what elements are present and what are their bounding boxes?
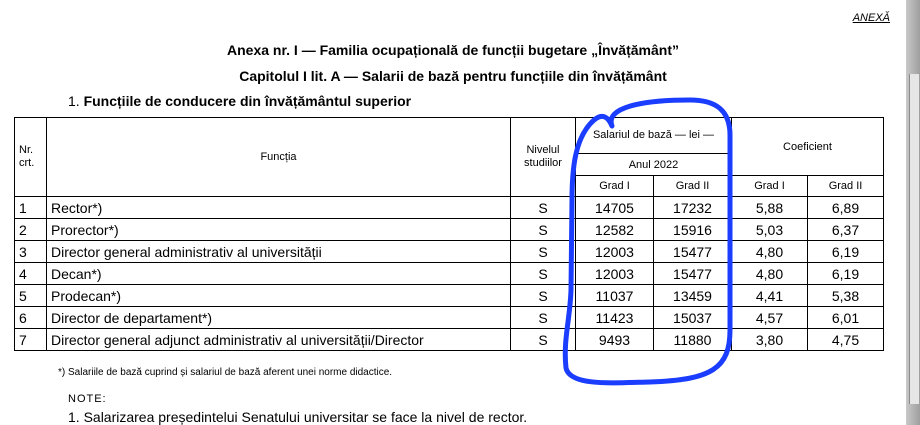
section-title: Funcțiile de conducere din învățământul superior: [83, 93, 412, 109]
document-title: Anexa nr. I — Familia ocupațională de funcții bugetare „Învățământ”: [227, 42, 679, 58]
cell-nr: 2: [15, 219, 47, 241]
header-nivel-studii: Nivelul studiilor: [511, 118, 576, 197]
cell-salariu-grad-2: 17232: [654, 197, 732, 219]
cell-salariu-grad-1: 12003: [576, 241, 654, 263]
table-row: [15, 197, 884, 219]
chapter-title: Capitolul I lit. A — Salarii de bază pentru funcțiile din învățământ: [239, 68, 667, 84]
cell-coef-grad-1: 4,80: [732, 263, 808, 285]
cell-salariu-grad-2: 13459: [654, 285, 732, 307]
cell-nivel: S: [511, 241, 576, 263]
table-row: [15, 285, 884, 307]
header-anul-2022: Anul 2022: [576, 154, 732, 176]
cell-nivel: S: [511, 263, 576, 285]
header-coef-grad-1: Grad I: [732, 176, 808, 197]
section-number: 1.: [68, 93, 80, 109]
notes-heading: NOTE:: [68, 393, 107, 405]
cell-nivel: S: [511, 197, 576, 219]
header-salariu: Salariul de bază — lei —: [576, 118, 732, 154]
cell-salariu-grad-1: 11423: [576, 307, 654, 329]
cell-functia: Decan*): [47, 263, 511, 285]
note-item: 1. Salarizarea președintelui Senatului universitar se face la nivel de rector.: [68, 409, 528, 425]
cell-coef-grad-2: 5,38: [808, 285, 884, 307]
anexa-label: ANEXĂ: [852, 12, 890, 24]
cell-functia: Rector*): [47, 197, 511, 219]
cell-salariu-grad-1: 9493: [576, 329, 654, 351]
cell-salariu-grad-2: 15477: [654, 263, 732, 285]
cell-nr: 5: [15, 285, 47, 307]
cell-coef-grad-2: 6,19: [808, 263, 884, 285]
cell-coef-grad-2: 6,89: [808, 197, 884, 219]
cell-coef-grad-1: 4,41: [732, 285, 808, 307]
cell-coef-grad-2: 6,01: [808, 307, 884, 329]
table-row: [15, 263, 884, 285]
scrollbar-thumb[interactable]: [909, 74, 919, 404]
cell-functia: Prorector*): [47, 219, 511, 241]
table-row: [15, 241, 884, 263]
window-edge-scrollbar[interactable]: [906, 0, 920, 425]
cell-salariu-grad-1: 12003: [576, 263, 654, 285]
cell-salariu-grad-2: 11880: [654, 329, 732, 351]
cell-functia: Director de departament*): [47, 307, 511, 329]
cell-nivel: S: [511, 307, 576, 329]
header-salariu-grad-1: Grad I: [576, 176, 654, 197]
cell-coef-grad-1: 3,80: [732, 329, 808, 351]
cell-coef-grad-1: 4,57: [732, 307, 808, 329]
cell-coef-grad-2: 6,37: [808, 219, 884, 241]
cell-coef-grad-2: 6,19: [808, 241, 884, 263]
cell-salariu-grad-2: 15037: [654, 307, 732, 329]
cell-coef-grad-1: 5,03: [732, 219, 808, 241]
salary-table: [14, 117, 884, 351]
cell-nivel: S: [511, 329, 576, 351]
cell-coef-grad-1: 5,88: [732, 197, 808, 219]
cell-nr: 7: [15, 329, 47, 351]
section-heading: [68, 93, 411, 109]
cell-functia: Director general administrativ al universității: [47, 241, 511, 263]
cell-nivel: S: [511, 285, 576, 307]
cell-nr: 4: [15, 263, 47, 285]
cell-salariu-grad-1: 11037: [576, 285, 654, 307]
cell-nr: 1: [15, 197, 47, 219]
cell-functia: Prodecan*): [47, 285, 511, 307]
header-coef-grad-2: Grad II: [808, 176, 884, 197]
cell-salariu-grad-2: 15477: [654, 241, 732, 263]
header-functia: Funcția: [47, 118, 511, 197]
cell-salariu-grad-1: 12582: [576, 219, 654, 241]
table-footnote: *) Salariile de bază cuprind și salariul de bază aferent unei norme didactice.: [58, 367, 393, 378]
cell-nr: 3: [15, 241, 47, 263]
table-row: [15, 329, 884, 351]
cell-nr: 6: [15, 307, 47, 329]
table-row: [15, 219, 884, 241]
header-coeficient: Coeficient: [732, 118, 884, 176]
table-row: [15, 307, 884, 329]
cell-functia: Director general adjunct administrativ al universității/Director: [47, 329, 511, 351]
cell-salariu-grad-2: 15916: [654, 219, 732, 241]
header-salariu-grad-2: Grad II: [654, 176, 732, 197]
header-nr-crt: Nr. crt.: [15, 118, 47, 197]
cell-coef-grad-2: 4,75: [808, 329, 884, 351]
cell-coef-grad-1: 4,80: [732, 241, 808, 263]
cell-salariu-grad-1: 14705: [576, 197, 654, 219]
cell-nivel: S: [511, 219, 576, 241]
